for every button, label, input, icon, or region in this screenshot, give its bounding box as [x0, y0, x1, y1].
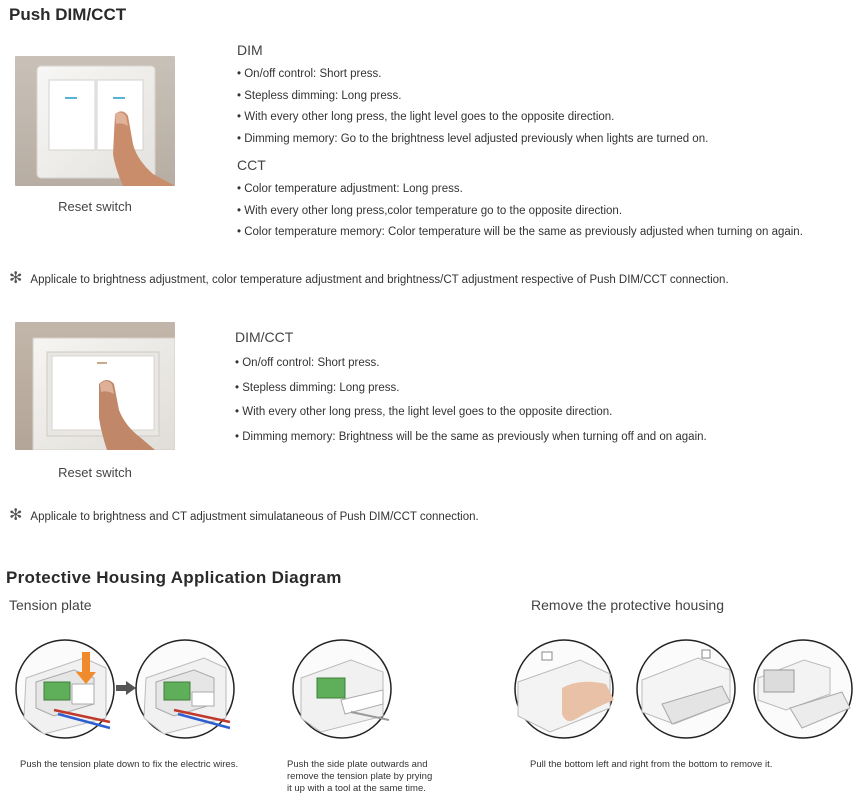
reset-switch-caption-1: Reset switch [58, 199, 132, 214]
note-1 [9, 268, 729, 288]
caption-line: Push the side plate outwards and [287, 759, 428, 770]
diagram-remove-tension-plate [291, 638, 393, 745]
diagram-housing-open [632, 638, 740, 745]
asterisk-icon: ✻ [9, 270, 23, 287]
cct-heading: CCT [237, 157, 266, 173]
diagram-push-tension-plate [14, 638, 116, 745]
dimcct-heading: DIM/CCT [235, 329, 294, 345]
list-item: • Color temperature adjustment: Long press. [237, 183, 803, 205]
reset-switch-caption-2: Reset switch [58, 465, 132, 480]
list-item: • Stepless dimming: Long press. [235, 382, 707, 407]
note-1-text: Applicale to brightness adjustment, color temperature adjustment and brightness/CT adjustment respective of Push DIM/CCT connection. [30, 274, 729, 286]
asterisk-icon: ✻ [9, 507, 23, 524]
list-item: • With every other long press, the light level goes to the opposite direction. [235, 406, 707, 431]
caption-pull-housing: Pull the bottom left and right from the bottom to remove it. [530, 759, 773, 770]
caption-push-tension-plate: Push the tension plate down to fix the electric wires. [20, 759, 239, 770]
tension-plate-label: Tension plate [9, 597, 92, 613]
list-item: • Color temperature memory: Color temperature will be the same as previously adjusted when turning on again. [237, 226, 803, 248]
list-item: • Stepless dimming: Long press. [237, 90, 708, 112]
diagram-pull-housing [510, 638, 618, 745]
section-title-push: Push DIM/CCT [9, 5, 127, 24]
caption-line: it up with a tool at the same time. [287, 783, 426, 794]
list-item: • On/off control: Short press. [237, 68, 708, 90]
cct-list [237, 183, 803, 248]
diagram-tension-plate-fixed [134, 638, 236, 745]
dim-list [237, 68, 708, 154]
dim-heading: DIM [237, 42, 263, 58]
section-title-housing: Protective Housing Application Diagram [6, 568, 342, 587]
diagram-housing-removed [750, 638, 856, 745]
caption-remove-tension-plate [287, 759, 432, 795]
reset-switch-photo-single [15, 322, 175, 450]
reset-switch-photo-double [15, 56, 175, 186]
remove-housing-label: Remove the protective housing [531, 597, 724, 613]
note-2 [9, 505, 479, 525]
note-2-text: Applicale to brightness and CT adjustment simulataneous of Push DIM/CCT connection. [30, 511, 479, 523]
list-item: • With every other long press, the light level goes to the opposite direction. [237, 111, 708, 133]
caption-line: remove the tension plate by prying [287, 771, 433, 782]
list-item: • Dimming memory: Brightness will be the same as previously when turning off and on again. [235, 431, 707, 456]
list-item: • On/off control: Short press. [235, 357, 707, 382]
arrow-right-icon [116, 681, 136, 700]
list-item: • With every other long press,color temperature go to the opposite direction. [237, 205, 803, 227]
dimcct-list [235, 357, 707, 455]
list-item: • Dimming memory: Go to the brightness level adjusted previously when lights are turned on. [237, 133, 708, 155]
